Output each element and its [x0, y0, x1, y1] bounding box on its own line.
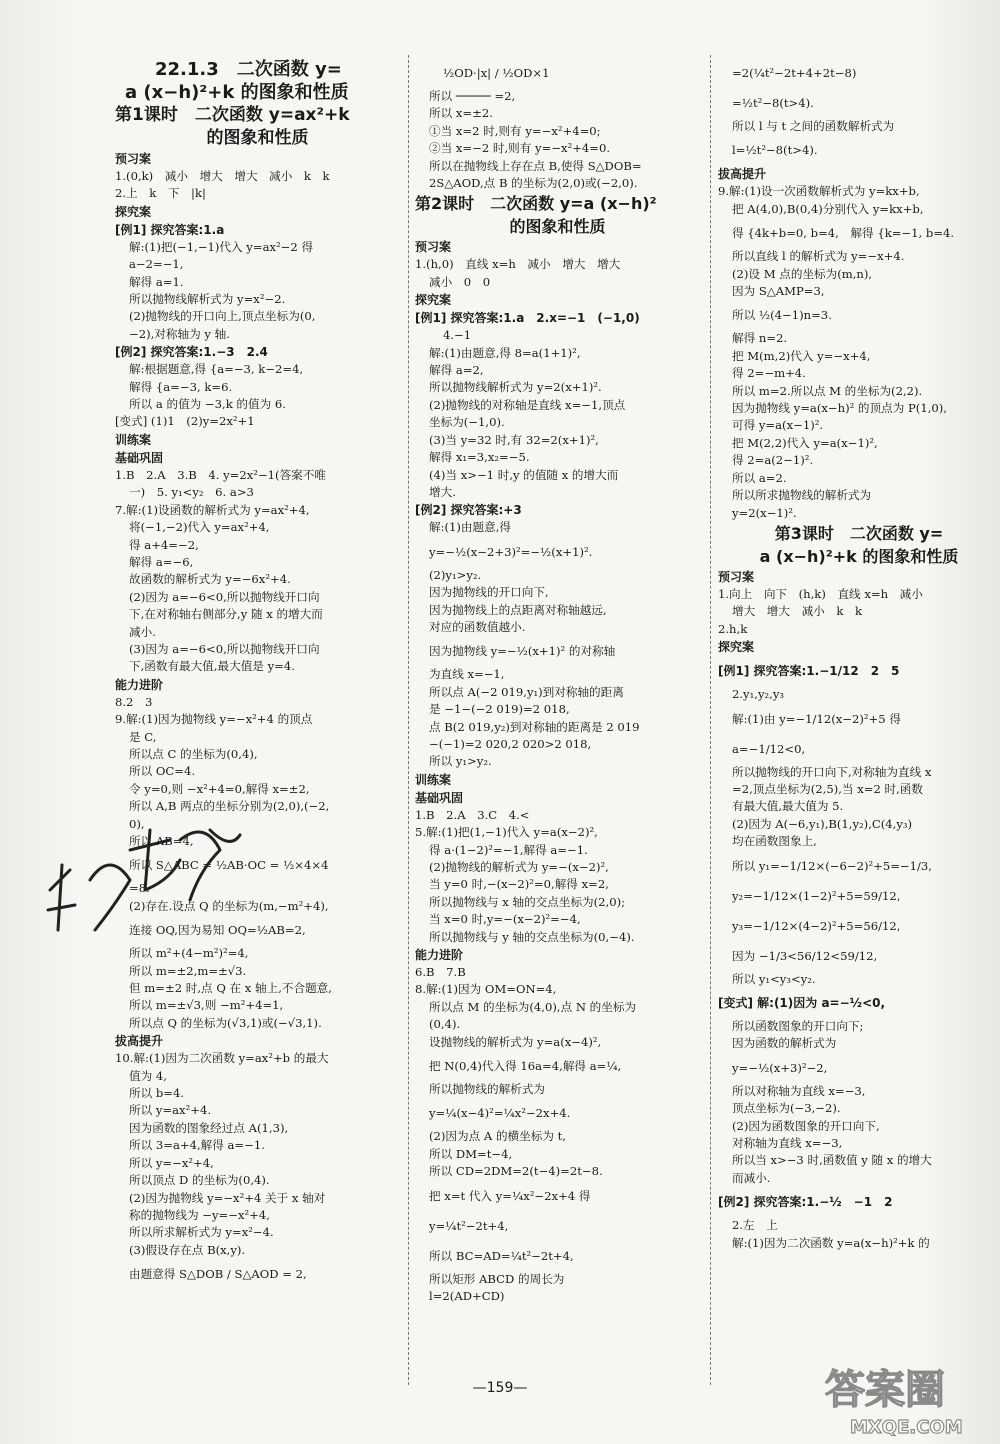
answer-line: 解:(1)由题意,得 8=a(1+1)², — [429, 345, 581, 360]
answer-line: l=2(AD+CD) — [429, 1289, 505, 1304]
section-heading: 基础巩固 — [415, 790, 464, 805]
answer-line: 所以 x=±2. — [429, 106, 493, 121]
lesson-title: a (x−h)²+k 的图象和性质 — [759, 546, 959, 566]
answer-line: 将(−1,−2)代入 y=ax²+4, — [129, 520, 270, 535]
answer-line: 所以 OC=4. — [129, 764, 196, 779]
answer-line: 0), — [129, 816, 145, 831]
page-number: —159— — [472, 1380, 528, 1396]
section-heading: [变式] 解:(1)因为 a=−½<0, — [718, 995, 886, 1010]
answer-line: 得 a+4=−2, — [129, 537, 199, 552]
answer-line: 因为抛物线上的点距离对称轴越远, — [429, 602, 607, 617]
answer-line: 所以所求抛物线的解析式为 — [732, 488, 872, 503]
answer-line: (3)因为 a=−6<0,所以抛物线开口向 — [129, 641, 320, 656]
answer-line: 所以 BC=AD=¼t²−2t+4, — [429, 1248, 574, 1263]
answer-line: 所以点 Q 的坐标为(√3,1)或(−√3,1). — [129, 1015, 322, 1030]
watermark-text: 答案圈 — [825, 1367, 945, 1413]
answer-line: y₂=−1/12×(1−2)²+5=59/12, — [732, 888, 901, 903]
section-heading: 训练案 — [115, 432, 152, 447]
answer-line: 所以抛物线的解析式为 — [429, 1082, 545, 1097]
answer-line: 因为抛物线的开口向下, — [429, 585, 549, 600]
answer-line: (2)抛物线的开口向上,顶点坐标为(0, — [129, 309, 316, 324]
answer-line: 所以 AB=4, — [129, 834, 194, 848]
answer-line: y=−½(x+3)²−2, — [732, 1060, 828, 1075]
answer-line: 但 m=±2 时,点 Q 在 x 轴上,不合题意, — [129, 981, 332, 996]
column-divider — [408, 55, 409, 1385]
section-heading: 拔高提升 — [718, 167, 767, 182]
lesson-title: 的图象和性质 — [206, 128, 309, 148]
answer-line: 因为 S△AMP=3, — [732, 284, 825, 299]
answer-line: 可得 y=a(x−1)². — [732, 418, 824, 433]
answer-line: 解得 a=−6, — [129, 554, 194, 569]
section-heading: [例2] 探究答案:+3 — [415, 503, 522, 518]
answer-line: 对称轴为直线 x=−3, — [732, 1136, 843, 1150]
answer-line: 所以顶点 D 的坐标为(0,4). — [129, 1173, 270, 1188]
answer-line: 9.解:(1)设一次函数解析式为 y=kx+b, — [718, 184, 920, 199]
answer-line: 解:(1)因为二次函数 y=a(x−h)²+k 的 — [732, 1235, 930, 1250]
answer-line: (2)y₁>y₂. — [429, 567, 482, 582]
answer-line: 增大 增大 减小 k k — [732, 604, 862, 619]
answer-line: (2)因为点 A 的横坐标为 t, — [429, 1129, 566, 1144]
answer-line: 点 B(2 019,y₂)到对称轴的距离是 2 019 — [429, 719, 640, 734]
answer-line: 得 2=−m+4. — [732, 366, 806, 381]
answer-line: 所以抛物线解析式为 y=2(x+1)². — [429, 380, 602, 395]
answer-line: 所以抛物线的开口向下,对称轴为直线 x — [732, 764, 932, 779]
answer-line: 解得 {a=−3, k=6. — [129, 379, 233, 394]
answer-line: 把 A(4,0),B(0,4)分别代入 y=kx+b, — [732, 201, 924, 216]
answer-lines — [718, 568, 1000, 1252]
answer-line: 因为抛物线 y=a(x−h)² 的顶点为 P(1,0), — [732, 401, 947, 416]
answer-line: 值为 4, — [129, 1068, 167, 1083]
answer-line: 把 N(0,4)代入得 16a=4,解得 a=¼, — [429, 1059, 622, 1074]
answer-line: 所以 m=2.所以点 M 的坐标为(2,2). — [732, 383, 923, 398]
answer-line: 因为函数的解析式为 — [732, 1036, 837, 1051]
answer-line: 为直线 x=−1, — [429, 667, 505, 682]
section-heading: 基础巩固 — [115, 450, 164, 465]
answer-line: 2.h,k — [718, 621, 748, 636]
answer-line: 解得 a=1. — [129, 274, 184, 289]
answer-line: ½OD·|x| / ½OD×1 — [443, 66, 550, 80]
answer-line: 是 −1−(−2 019)=2 018, — [429, 702, 570, 717]
answer-line: 2.y₁,y₂,y₃ — [732, 687, 785, 702]
answer-line: 所以点 A(−2 019,y₁)到对称轴的距离 — [429, 684, 624, 699]
answer-line: 下,在对称轴右侧部分,y 随 x 的增大而 — [129, 607, 323, 622]
answer-line: 所以 S△ABC = ½AB·OC = ½×4×4 — [129, 858, 329, 873]
answer-line: 所以函数图象的开口向下; — [732, 1018, 864, 1033]
answer-line: ①当 x=2 时,则有 y=−x²+4=0; — [429, 123, 601, 138]
section-heading: 拔高提升 — [115, 1034, 164, 1049]
answer-line: 所以抛物线与 x 轴的交点坐标为(2,0); — [429, 894, 626, 909]
answer-line: (2)抛物线的解析式为 y=−(x−2)², — [429, 860, 609, 874]
answer-line: 一) 5. y₁<y₂ 6. a>3 — [129, 485, 254, 500]
answer-line: 所以 m=±2,m=±√3. — [129, 963, 247, 978]
answer-line: 对应的函数值越小. — [429, 619, 526, 634]
answer-line: (3)假设存在点 B(x,y). — [129, 1242, 246, 1257]
answer-line: 解得 x₁=3,x₂=−5. — [429, 450, 530, 465]
answer-line: y=−½(x−2+3)²=−½(x+1)². — [429, 544, 593, 559]
answer-line: 故函数的解析式为 y=−6x²+4. — [129, 572, 291, 587]
answer-line: 所以 3=a+4,解得 a=−1. — [129, 1138, 265, 1153]
answer-line: 4.−1 — [443, 328, 472, 343]
watermark-logo — [820, 1355, 995, 1440]
section-heading: 预习案 — [415, 240, 452, 255]
answer-line: 设抛物线的解析式为 y=a(x−4)², — [429, 1034, 602, 1049]
answer-line: 所以 m²+(4−m²)²=4, — [129, 946, 249, 961]
answer-line: 得 {4k+b=0, b=4, 解得 {k=−1, b=4. — [732, 226, 955, 241]
section-heading: 探究案 — [718, 640, 755, 655]
answer-line: 当 y=0 时,−(x−2)²=0,解得 x=2, — [429, 877, 609, 892]
answer-line: 1.(h,0) 直线 x=h 减小 增大 增大 — [415, 257, 621, 272]
answer-line: 因为函数的图象经过点 A(1,3), — [129, 1120, 289, 1135]
section-heading: 预习案 — [718, 569, 755, 584]
answer-line: =½t²−8(t>4). — [732, 96, 814, 110]
answer-line: 所以 ───── =2, — [429, 89, 516, 103]
column-3 — [718, 58, 1000, 1252]
answer-line: 而减小. — [732, 1170, 771, 1185]
answer-line: 2S△AOD,点 B 的坐标为(2,0)或(−2,0). — [429, 176, 638, 191]
answer-line: 1.(0,k) 减小 增大 增大 减小 k k — [115, 169, 330, 183]
answer-line: a−2=−1, — [129, 257, 184, 272]
answer-line: 2.上 k 下 |k| — [115, 186, 206, 201]
answer-line: 所以 DM=t−4, — [429, 1146, 513, 1161]
answer-line: ②当 x=−2 时,则有 y=−x²+4=0. — [429, 141, 611, 156]
answer-line: 6.B 7.B — [415, 965, 466, 980]
answer-line: −(−1)=2 020,2 020>2 018, — [429, 736, 592, 751]
section-heading: 训练案 — [415, 772, 452, 787]
answer-line: (2)因为 A(−6,y₁),B(1,y₂),C(4,y₃) — [732, 816, 913, 831]
answer-line: 由题意得 S△DOB / S△AOD = 2, — [129, 1267, 307, 1282]
answer-line: =2(¼t²−2t+4+2t−8) — [732, 66, 857, 80]
answer-line: 解得 a=2, — [429, 363, 484, 378]
section-heading: [例2] 探究答案:1.−½ −1 2 — [718, 1195, 893, 1210]
answer-line: 8.解:(1)因为 OM=ON=4, — [415, 982, 557, 997]
answer-line: 减小 0 0 — [429, 274, 491, 289]
watermark-url: MXQE.COM — [850, 1417, 963, 1438]
section-heading: 预习案 — [115, 152, 152, 166]
answer-line: 所以 y=−x²+4, — [129, 1155, 214, 1170]
answer-lines — [718, 58, 1000, 522]
section-heading: 探究案 — [415, 293, 452, 308]
answer-line: 所以 y₁=−1/12×(−6−2)²+5=−1/3, — [732, 858, 932, 873]
section-heading: 探究案 — [115, 204, 152, 219]
answer-line: 因为 −1/3<56/12<59/12, — [732, 948, 878, 963]
answer-line: 减小. — [129, 624, 156, 639]
answer-line: 解:(1)由题意,得 — [429, 520, 511, 535]
answer-line: 把 M(2,2)代入 y=a(x−1)², — [732, 435, 878, 450]
column-divider — [710, 55, 711, 1385]
section-heading: 能力进阶 — [415, 948, 464, 963]
answer-line: 是 C, — [129, 729, 157, 744]
answer-line: (3)当 y=32 时,有 32=2(x+1)², — [429, 432, 599, 447]
answer-line: 所以 y₁>y₂. — [429, 754, 492, 769]
section-heading: [例2] 探究答案:1.−3 2.4 — [115, 345, 268, 360]
answer-line: 把 x=t 代入 y=¼x²−2x+4 得 — [429, 1188, 591, 1203]
section-heading: [例1] 探究答案:1.a — [115, 222, 225, 237]
answer-line: 解:根据题意,得 {a=−3, k−2=4, — [129, 362, 304, 377]
answer-line: (2)因为函数图象的开口向下, — [732, 1118, 880, 1133]
answer-line: 解得 n=2. — [732, 331, 788, 346]
section-heading: [例1] 探究答案:1.a 2.x=−1 (−1,0) — [415, 311, 640, 326]
answer-line: 所以 ½(4−1)n=3. — [732, 308, 832, 323]
handwritten-scribble — [30, 810, 260, 960]
answer-line: (2)设 M 点的坐标为(m,n), — [732, 266, 873, 281]
answer-line: −2),对称轴为 y 轴. — [129, 326, 230, 341]
answer-line: 解:(1)由 y=−1/12(x−2)²+5 得 — [732, 711, 901, 726]
lesson-title: 第2课时 二次函数 y=a (x−h)² — [415, 194, 657, 214]
answer-line: 所以 A,B 两点的坐标分别为(2,0),(−2, — [129, 799, 330, 814]
answer-line: 所以 l 与 t 之间的函数解析式为 — [732, 119, 895, 133]
answer-line: 9.解:(1)因为抛物线 y=−x²+4 的顶点 — [115, 712, 313, 727]
answer-line: 增大. — [429, 484, 456, 499]
answer-line: (4)当 x>−1 时,y 的值随 x 的增大而 — [429, 467, 619, 482]
answer-line: [变式] (1)1 (2)y=2x²+1 — [115, 414, 255, 429]
answer-line: a=−1/12<0, — [732, 741, 806, 756]
answer-line: 有最大值,最大值为 5. — [732, 799, 844, 814]
answer-line: 均在函数图象上, — [732, 834, 817, 849]
answer-line: 连接 OQ,因为易知 OQ=½AB=2, — [129, 923, 306, 938]
lesson-title: 第3课时 二次函数 y= — [774, 523, 944, 543]
answer-line: 解:(1)把(−1,−1)代入 y=ax²−2 得 — [129, 239, 314, 254]
answer-lines — [415, 238, 700, 1305]
answer-line: 当 x=0 时,y=−(x−2)²=−4, — [429, 912, 581, 927]
answer-lines — [115, 150, 400, 1289]
lesson-title: 的图象和性质 — [509, 217, 606, 237]
answer-lines — [415, 58, 700, 192]
answer-line: 1.向上 向下 (h,k) 直线 x=h 减小 — [718, 586, 923, 601]
answer-line: (2)因为 a=−6<0,所以抛物线开口向 — [129, 589, 320, 604]
answer-line: 所以当 x>−3 时,函数值 y 随 x 的增大 — [732, 1153, 932, 1168]
answer-line: 所以 y=ax²+4. — [129, 1103, 212, 1118]
column-1 — [115, 58, 400, 1289]
answer-line: 所以对称轴为直线 x=−3, — [732, 1083, 866, 1098]
answer-line: 所以 b=4. — [129, 1086, 185, 1101]
section-title: 22.1.3 二次函数 y= — [155, 59, 342, 80]
answer-line: 所以 m=±√3,则 −m²+4=1, — [129, 998, 284, 1013]
answer-line: 顶点坐标为(−3,−2). — [732, 1101, 841, 1116]
answer-line: 得 2=a(2−1)². — [732, 453, 814, 468]
answer-line: (0,4). — [429, 1017, 461, 1032]
section-heading: 能力进阶 — [115, 677, 164, 692]
lesson-title: 第1课时 二次函数 y=ax²+k — [115, 105, 350, 125]
answer-line: 令 y=0,则 −x²+4=0,解得 x=±2, — [129, 781, 310, 796]
answer-line: 所以点 M 的坐标为(4,0),点 N 的坐标为 — [429, 999, 637, 1014]
answer-line: 1.B 2.A 3.B 4. y=2x²−1(答案不唯 — [115, 467, 326, 482]
answer-line: (2)因为抛物线 y=−x²+4 关于 x 轴对 — [129, 1190, 326, 1205]
answer-line: 得 a·(1−2)²=−1,解得 a=−1. — [429, 842, 588, 857]
answer-line: 所以直线 l 的解析式为 y=−x+4. — [732, 249, 905, 264]
answer-line: 因为抛物线 y=−½(x+1)² 的对称轴 — [429, 644, 616, 659]
answer-line: =2,顶点坐标为(2,5),当 x=2 时,函数 — [732, 781, 923, 796]
answer-line: 8.2 3 — [115, 694, 153, 709]
answer-line: 5.解:(1)把(1,−1)代入 y=a(x−2)², — [415, 825, 598, 840]
answer-line: 7.解:(1)设函数的解析式为 y=ax²+4, — [115, 502, 310, 517]
answer-line: 2.左 上 — [732, 1218, 778, 1233]
answer-line: (2)抛物线的对称轴是直线 x=−1,顶点 — [429, 397, 626, 412]
answer-line: 所以 a=2. — [732, 470, 787, 485]
answer-line: 所以 a 的值为 −3,k 的值为 6. — [129, 397, 286, 412]
answer-line: y=¼t²−2t+4, — [429, 1218, 509, 1233]
answer-line: 所以在抛物线上存在点 B,使得 S△DOB= — [429, 158, 642, 173]
answer-line: 下,函数有最大值,最大值是 y=4. — [129, 659, 295, 674]
answer-line: 所以矩形 ABCD 的周长为 — [429, 1271, 565, 1286]
answer-line: 所以点 C 的坐标为(0,4), — [129, 746, 258, 761]
answer-line: 所以 CD=2DM=2(t−4)=2t−8. — [429, 1164, 603, 1179]
answer-line: =8. — [129, 881, 150, 896]
answer-line: 10.解:(1)因为二次函数 y=ax²+b 的最大 — [115, 1051, 329, 1066]
section-title: a (x−h)²+k 的图象和性质 — [125, 82, 349, 103]
section-heading: [例1] 探究答案:1.−1/12 2 5 — [718, 664, 900, 679]
answer-line: y=¼(x−4)²=¼x²−2x+4. — [429, 1106, 571, 1121]
answer-line: y₃=−1/12×(4−2)²+5=56/12, — [732, 918, 901, 933]
answer-line: 所以 y₁<y₃<y₂. — [732, 971, 816, 986]
answer-line: 1.B 2.A 3.C 4.< — [415, 807, 530, 822]
answer-line: 所以抛物线与 y 轴的交点坐标为(0,−4). — [429, 929, 635, 944]
answer-line: 坐标为(−1,0). — [429, 415, 505, 430]
column-2 — [415, 58, 700, 1306]
answer-line: 称的抛物线为 −y=−x²+4, — [129, 1207, 270, 1222]
answer-line: 把 M(m,2)代入 y=−x+4, — [732, 348, 871, 363]
answer-line: l=½t²−8(t>4). — [732, 143, 818, 158]
answer-line: (2)存在.设点 Q 的坐标为(m,−m²+4), — [129, 898, 329, 913]
answer-line: 所以抛物线解析式为 y=x²−2. — [129, 292, 286, 307]
answer-line: 所以所求解析式为 y=x²−4. — [129, 1225, 274, 1240]
answer-line: y=2(x−1)². — [732, 505, 797, 520]
